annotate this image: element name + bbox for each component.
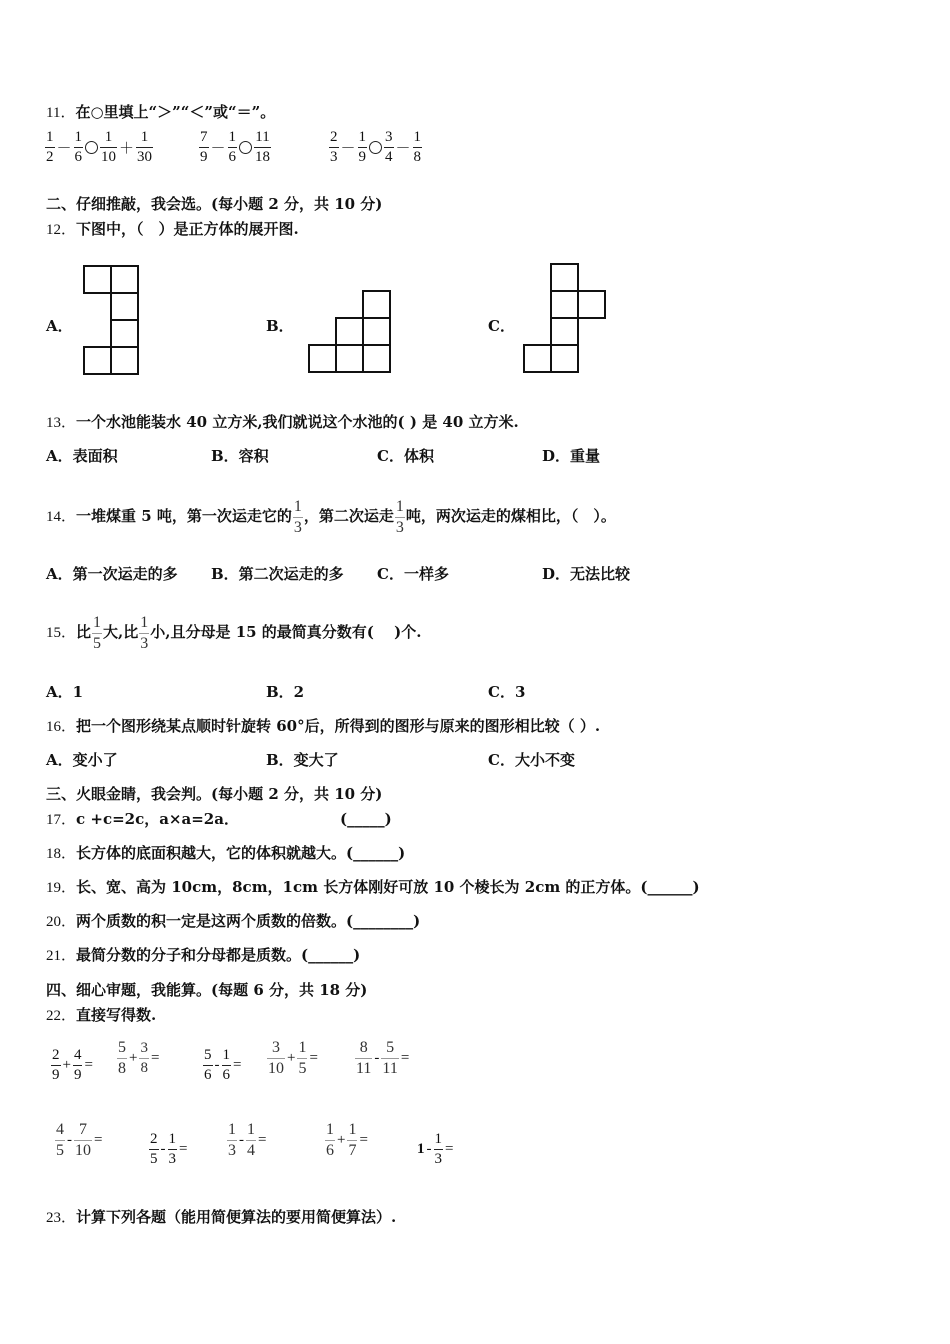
fraction: $\frac{5}{8}$ xyxy=(118,1039,126,1077)
fraction: $\frac{4}{9}$ xyxy=(73,1047,82,1083)
fraction: $\frac{5}{6}$ xyxy=(204,1047,212,1083)
q15-option-a[interactable]: A．1 xyxy=(46,683,84,701)
q15-option-b[interactable]: B．2 xyxy=(266,683,305,701)
q11-title xyxy=(46,102,275,123)
q14-option-c[interactable]: C．一样多 xyxy=(377,565,449,583)
q11-number: 11． xyxy=(46,105,76,121)
fraction: $\frac{1}{3}$ xyxy=(228,1121,236,1159)
q14-title: 14．一堆煤重 5 吨，第一次运走它的 $\frac{1}{3}$ ，第二次运走 $\frac{1}{3}$ 吨，两次运走的煤相比，（ ）。 xyxy=(46,497,616,536)
section-2-heading: 二、仔细推敲，我会选。(每小题 2 分，共 10 分) xyxy=(46,195,383,213)
answer-circle[interactable] xyxy=(369,141,382,154)
fraction: $\frac{1}{3}$ xyxy=(140,613,149,652)
q22-title: 22．直接写得数. xyxy=(46,1006,157,1024)
section-3-heading: 三、火眼金睛，我会判。(每小题 2 分，共 10 分) xyxy=(46,785,383,803)
fraction: $\frac{7}{9}$ xyxy=(200,129,208,165)
q13-option-d[interactable]: D．重量 xyxy=(542,447,601,465)
q14-option-d[interactable]: D．无法比较 xyxy=(542,565,631,583)
fraction: $\frac{1}{9}$ xyxy=(358,129,367,165)
fraction: $\frac{1}{4}$ xyxy=(247,1121,255,1159)
cube-net-c xyxy=(520,260,610,376)
q22-expr-3: $\frac{5}{6}$ - $\frac{1}{6}$ = xyxy=(204,1047,242,1083)
q23-title: 23．计算下列各题（能用简便算法的要用简便算法）. xyxy=(46,1208,397,1226)
fraction: $\frac{1}{6}$ xyxy=(326,1121,334,1159)
q22-expr-7: $\frac{2}{5}$ - $\frac{1}{3}$ = xyxy=(150,1131,188,1167)
fraction: $\frac{3}{8}$ xyxy=(140,1040,148,1076)
q13-option-b[interactable]: B．容积 xyxy=(211,447,269,465)
fraction: $\frac{7}{10}$ xyxy=(75,1121,91,1159)
fraction: $\frac{1}{30}$ xyxy=(137,129,153,165)
q14-option-b[interactable]: B．第二次运走的多 xyxy=(211,565,344,583)
fraction: $\frac{1}{10}$ xyxy=(101,129,117,165)
fraction: $\frac{1}{3}$ xyxy=(293,497,302,536)
q19-title: 19．长、宽、高为 10cm，8cm，1cm 长方体刚好可放 10 个棱长为 2cm 的正方体。(______) xyxy=(46,878,700,896)
q13-option-a[interactable]: A．表面积 xyxy=(46,447,118,465)
q12-option-c-label[interactable]: C． xyxy=(488,317,515,335)
fraction: $\frac{1}{3}$ xyxy=(168,1131,176,1167)
q22-expr-8: $\frac{1}{3}$ - $\frac{1}{4}$ = xyxy=(228,1121,267,1159)
q11-text: 在○里填上“＞”“＜”或“＝”。 xyxy=(75,103,276,121)
q22-expr-4: $\frac{3}{10}$ + $\frac{1}{5}$ = xyxy=(268,1039,318,1077)
cube-net-b xyxy=(306,287,396,377)
fraction: $\frac{3}{10}$ xyxy=(268,1039,284,1077)
answer-circle[interactable] xyxy=(85,141,98,154)
fraction: $\frac{4}{5}$ xyxy=(56,1121,64,1159)
q15-option-c[interactable]: C．3 xyxy=(488,683,526,701)
fraction: $\frac{8}{11}$ xyxy=(356,1039,372,1077)
fraction: $\frac{2}{5}$ xyxy=(150,1131,158,1167)
fraction: $\frac{1}{5}$ xyxy=(93,613,102,652)
q17-title: 17．c +c=2c，a×a=2a． xyxy=(46,810,239,828)
q13-option-c[interactable]: C．体积 xyxy=(377,447,434,465)
section-4-heading: 四、细心审题，我能算。(每题 6 分，共 18 分) xyxy=(46,981,368,999)
q12-option-a-label[interactable]: A． xyxy=(46,317,73,335)
q16-option-a[interactable]: A．变小了 xyxy=(46,751,118,769)
q20-title: 20．两个质数的积一定是这两个质数的倍数。(________) xyxy=(46,912,421,930)
q16-option-c[interactable]: C．大小不变 xyxy=(488,751,575,769)
fraction: $\frac{1}{2}$ xyxy=(46,129,54,165)
fraction: $\frac{1}{6}$ xyxy=(222,1047,230,1083)
q16-option-b[interactable]: B．变大了 xyxy=(266,751,339,769)
q22-expr-2: $\frac{5}{8}$ + $\frac{3}{8}$ = xyxy=(118,1039,160,1077)
fraction: $\frac{2}{3}$ xyxy=(330,129,338,165)
fraction: $\frac{1}{8}$ xyxy=(413,129,422,165)
q14-option-a[interactable]: A．第一次运走的多 xyxy=(46,565,178,583)
fraction: $\frac{1}{6}$ xyxy=(228,129,237,165)
q11-compare-1: $\frac{1}{2}$ － $\frac{1}{6}$ $\frac{1}{10}$ ＋ $\frac{1}{30}$ xyxy=(46,129,153,165)
q12-option-b-label[interactable]: B． xyxy=(266,317,294,335)
q21-title: 21．最简分数的分子和分母都是质数。(______) xyxy=(46,946,361,964)
q13-title: 13．一个水池能装水 40 立方米,我们就说这个水池的( ) 是 40 立方米. xyxy=(46,413,519,431)
cube-net-a xyxy=(80,262,142,378)
answer-circle[interactable] xyxy=(239,141,252,154)
fraction: $\frac{3}{4}$ xyxy=(385,129,393,165)
q15-title: 15．比 $\frac{1}{5}$ 大,比 $\frac{1}{3}$ 小,且分母是 15 的最简真分数有( )个. xyxy=(46,613,422,652)
fraction: $\frac{1}{5}$ xyxy=(298,1039,307,1077)
q12-title: 12．下图中，（ ）是正方体的展开图. xyxy=(46,220,299,238)
q18-title: 18．长方体的底面积越大，它的体积就越大。(______) xyxy=(46,844,406,862)
q22-expr-10: 1 - $\frac{1}{3}$ = xyxy=(417,1131,454,1167)
fraction: $\frac{1}{6}$ xyxy=(74,129,83,165)
fraction: $\frac{1}{3}$ xyxy=(434,1131,442,1167)
fraction: $\frac{5}{11}$ xyxy=(382,1039,398,1077)
q17-answer-blank[interactable]: (_____) xyxy=(340,810,392,828)
q16-title: 16．把一个图形绕某点顺时针旋转 60°后，所得到的图形与原来的图形相比较（ ）. xyxy=(46,717,601,735)
q22-expr-6: $\frac{4}{5}$ - $\frac{7}{10}$ = xyxy=(56,1121,103,1159)
fraction: $\frac{1}{3}$ xyxy=(395,497,404,536)
q11-compare-2: $\frac{7}{9}$ － $\frac{1}{6}$ $\frac{11}{18}$ xyxy=(200,129,271,165)
fraction: $\frac{1}{7}$ xyxy=(348,1121,357,1159)
q11-compare-3: $\frac{2}{3}$ － $\frac{1}{9}$ $\frac{3}{4}$ － $\frac{1}{8}$ xyxy=(330,129,422,165)
q22-expr-1: $\frac{2}{9}$ + $\frac{4}{9}$ = xyxy=(52,1047,93,1083)
fraction: $\frac{11}{18}$ xyxy=(255,129,271,165)
q22-expr-9: $\frac{1}{6}$ + $\frac{1}{7}$ = xyxy=(326,1121,368,1159)
q22-expr-5: $\frac{8}{11}$ - $\frac{5}{11}$ = xyxy=(356,1039,410,1077)
fraction: $\frac{2}{9}$ xyxy=(52,1047,60,1083)
